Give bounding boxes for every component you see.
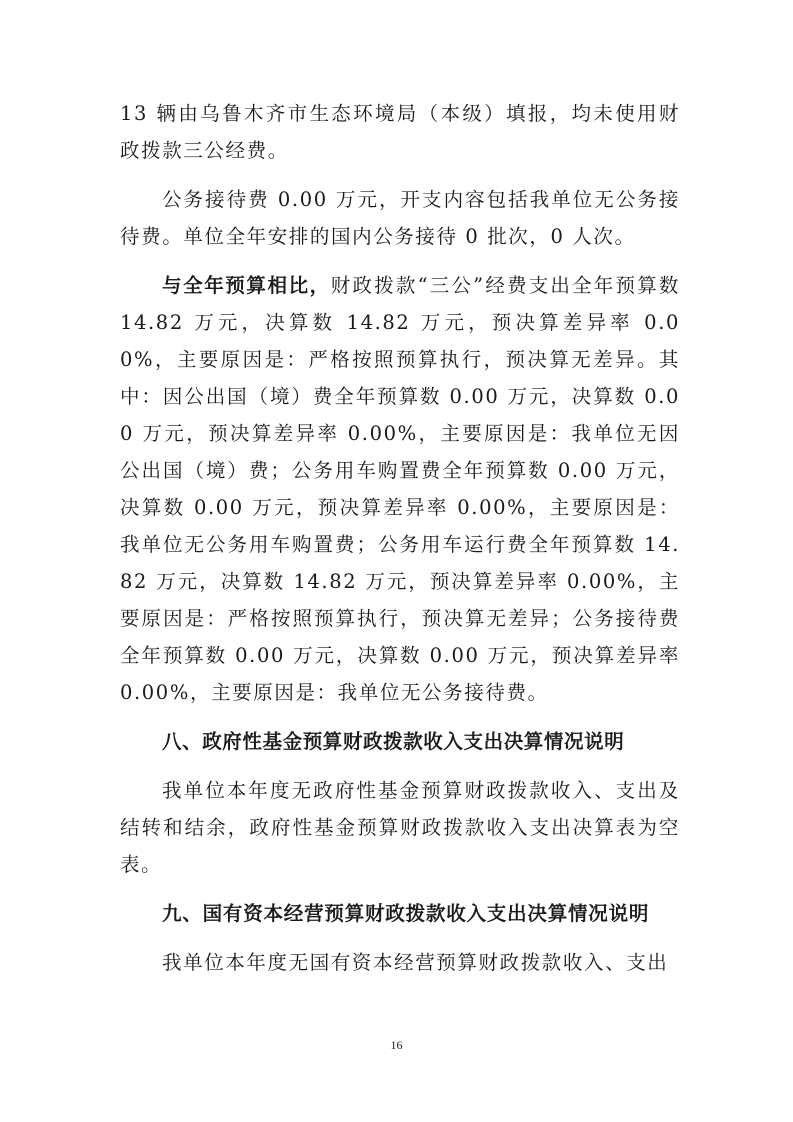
paragraph-state-capital: 我单位本年度无国有资本经营预算财政拨款收入、支出 xyxy=(162,951,669,974)
section-heading-9: 九、国有资本经营预算财政拨款收入支出决算情况说明 xyxy=(162,902,650,925)
page-number: 16 xyxy=(390,1038,403,1052)
section-heading-8: 八、政府性基金预算财政拨款收入支出决算情况说明 xyxy=(162,730,625,753)
paragraph-vehicle-note: 13 辆由乌鲁木齐市生态环境局（本级）填报，均未使用财政拨款三公经费。 xyxy=(120,102,680,162)
paragraph-reception-expense: 公务接待费 0.00 万元，开支内容包括我单位无公务接待费。单位全年安排的国内公务接待 0 批次，0 人次。 xyxy=(120,188,680,248)
page-body xyxy=(120,95,680,981)
budget-comparison-text: 财政拨款“三公”经费支出全年预算数 14.82 万元，决算数 14.82 万元，预决算差异率 0.00%，主要原因是：严格按照预算执行，预决算无差异。其中：因公出国（境）费全年预算数 0.00 万元，决算数 0.00 万元，预决算差异率 0.00%，主要原因是：我单位无因公出国（境）费；公务用车购置费全年预算数 0.00 万元，决算数 0.00 万元，预决算差异率 0.00%，主要原因是：我单位无公务用车购置费；公务用车运行费全年预算数 14.82 万元，决算数 14.82 万元，预决算差异率 0.00%，主要原因是：严格按照预算执行，预决算无差异；公务接待费全年预算数 0.00 万元，决算数 0.00 万元，预决算差异率 0.00%，主要原因是：我单位无公务接待费。 xyxy=(120,274,680,704)
paragraph-gov-fund: 我单位本年度无政府性基金预算财政拨款收入、支出及结转和结余，政府性基金预算财政拨款收入支出决算表为空表。 xyxy=(120,779,680,876)
budget-comparison-lead: 与全年预算相比， xyxy=(162,274,331,297)
paragraph-budget-comparison xyxy=(120,267,680,711)
